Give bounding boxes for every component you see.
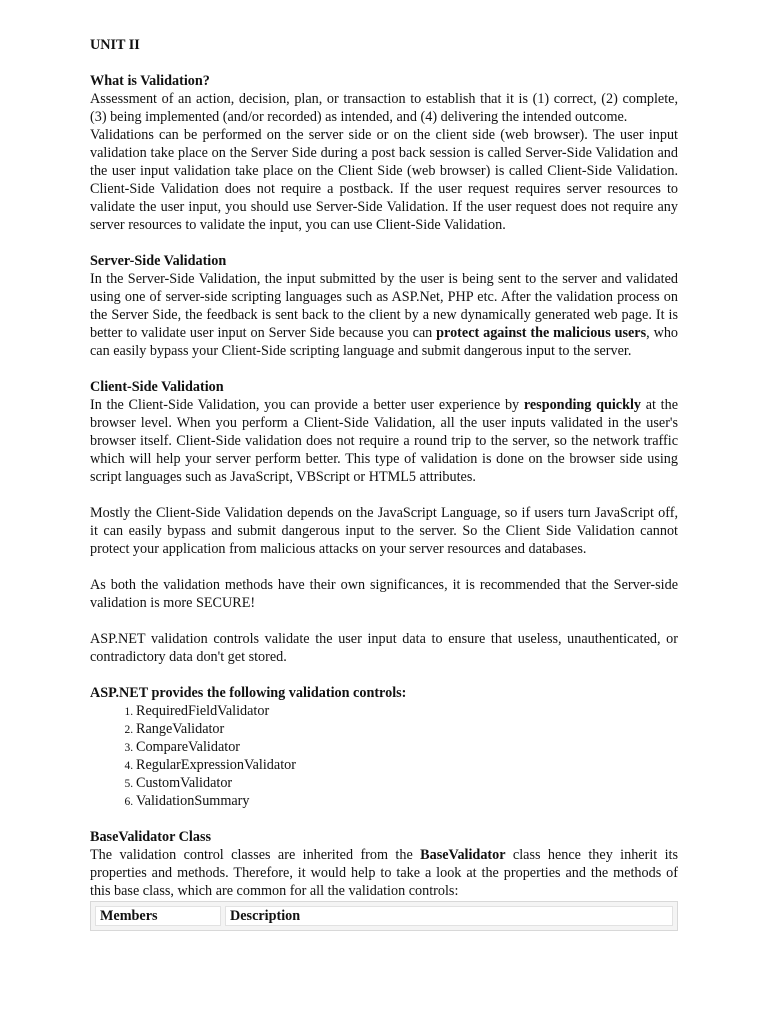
members-column-header: Members xyxy=(95,906,221,926)
list-item: 5. CustomValidator xyxy=(136,774,678,792)
server-side-heading: Server-Side Validation xyxy=(90,253,227,269)
client-side-emphasis: responding quickly xyxy=(523,397,642,413)
base-validator-paragraph xyxy=(90,846,678,900)
validation-definition: Assessment of an action, decision, plan, or transaction to establish that it is (1) correct, (2) complete, (3) being implemented (and/or recorded) as intended, and (4) delivering the intended outcome. xyxy=(90,91,678,125)
javascript-dependency-paragraph: Mostly the Client-Side Validation depends on the JavaScript Language, so if users turn JavaScript off, it can easily bypass and submit dangerous input to the server. So the Client Side Validation cannot protect your application from malicious attacks on your server resources and databases. xyxy=(90,505,678,557)
description-column-header: Description xyxy=(225,906,673,926)
server-side-emphasis: protect against the malicious users xyxy=(436,325,647,341)
client-side-text-b: at the browser level. When you perform a Client-Side Validation, all the user inputs validated in the user's browser itself. Client-Side validation does not require a round trip to the server, so the network traffic which will help your server perform better. This type of validation is done on the browser side using script languages such as JavaScript, VBScript or HTML5 attributes. xyxy=(90,397,678,485)
aspnet-controls-intro: ASP.NET validation controls validate the user input data to ensure that useless, unauthenticated, or contradictory data don't get stored. xyxy=(90,631,678,665)
validation-heading: What is Validation? xyxy=(90,73,210,89)
document-content xyxy=(90,36,678,931)
server-side-paragraph xyxy=(90,270,678,360)
validation-types-paragraph: Validations can be performed on the server side or on the client side (web browser). The user input validation take place on the Server Side during a post back session is called Server-Side Validation and the user input validation take place on the Client Side (web browser) is called Client-Side Validation. Client-Side Validation does not require a postback. If the user request requires server resources to validate the user input, you should use Server-Side Validation. If the user request does not require any server resources to validate the input, you can use Client-Side Validation. xyxy=(90,127,678,233)
unit-title: UNIT II xyxy=(90,37,140,53)
table-header-row xyxy=(95,906,673,926)
controls-heading: ASP.NET provides the following validation controls: xyxy=(90,685,407,701)
list-item: 6. ValidationSummary xyxy=(136,792,678,810)
client-side-text-a: In the Client-Side Validation, you can provide a better user experience by xyxy=(90,397,524,413)
members-table xyxy=(90,901,678,931)
server-side-text-a: In the Server-Side Validation, the input submitted by the user is being sent to the server and validated using one of server-side scripting languages such as ASP.Net, PHP etc. After the validation process on the Server Side, the feedback is sent back to the client by a new dynamically generated web page. It is better to validate user input on Server Side because you can xyxy=(90,271,678,341)
client-side-paragraph xyxy=(90,396,678,486)
recommendation-paragraph: As both the validation methods have their own significances, it is recommended that the Server-side validation is more SECURE! xyxy=(90,577,678,611)
controls-list xyxy=(90,702,678,810)
list-item: 4. RegularExpressionValidator xyxy=(136,756,678,774)
client-side-heading: Client-Side Validation xyxy=(90,379,224,395)
server-side-text-b: , who can easily bypass your Client-Side scripting language and submit dangerous input to the server. xyxy=(90,325,679,359)
base-validator-heading: BaseValidator Class xyxy=(90,829,212,845)
base-validator-emphasis: BaseValidator xyxy=(420,847,506,863)
list-item: 1. RequiredFieldValidator xyxy=(136,702,678,720)
base-validator-text-b: class hence they inherit its properties and methods. Therefore, it would help to take a look at the properties and the methods of this base class, which are common for all the validation controls: xyxy=(90,847,679,899)
base-validator-text-a: The validation control classes are inherited from the xyxy=(90,847,421,863)
list-item: 2. RangeValidator xyxy=(136,720,678,738)
list-item: 3. CompareValidator xyxy=(136,738,678,756)
